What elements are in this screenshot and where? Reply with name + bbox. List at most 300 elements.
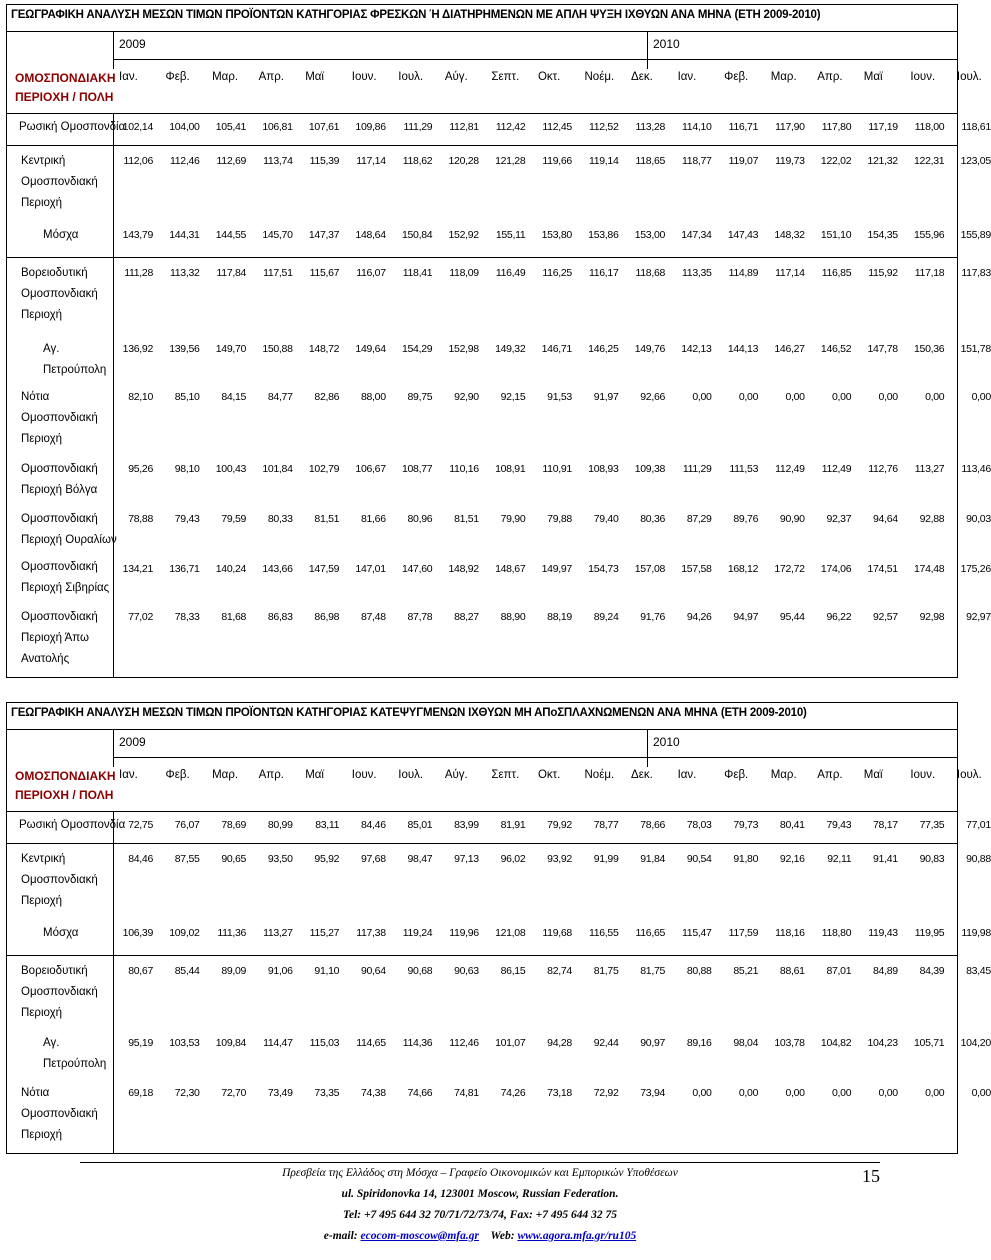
table-cell: 0,00	[692, 391, 712, 403]
table-cell: 148,92	[448, 563, 479, 575]
table-cell: 79,40	[593, 513, 619, 525]
table-cell: 0,00	[971, 1087, 991, 1099]
table-cell: 82,74	[547, 965, 572, 977]
table-cell: 112,49	[821, 463, 852, 475]
table-cell: 101,07	[495, 1037, 526, 1049]
table-cell: 104,82	[820, 1037, 852, 1049]
table-cell: 112,06	[123, 155, 153, 167]
table-cell: 101,84	[262, 463, 293, 475]
table-cell: 84,15	[221, 391, 247, 403]
table-cell: 117,83	[961, 267, 991, 279]
table-cell: 0,00	[925, 391, 945, 403]
month-header: Μαρ.	[770, 71, 797, 83]
table-cell: 149,97	[541, 563, 572, 575]
table-cell: 85,01	[407, 819, 433, 831]
table-cell: 80,99	[267, 819, 293, 831]
table-cell: 116,07	[356, 267, 386, 279]
row-label: Αγ.	[43, 343, 60, 355]
table-cell: 120,28	[448, 155, 479, 167]
table-cell: 119,96	[449, 927, 479, 939]
footer-line-3: Tel: +7 495 644 32 70/71/72/73/74, Fax: +7 495 644 32 75	[343, 1209, 617, 1221]
table-cell: 0,00	[878, 391, 898, 403]
table-cell: 111,28	[124, 267, 153, 279]
table-cell: 91,80	[733, 853, 759, 865]
table-cell: 112,46	[170, 155, 200, 167]
row-label: Ομοσπονδιακή	[21, 513, 98, 525]
table-cell: 118,16	[775, 927, 805, 939]
footer-line-2: ul. Spiridonovka 14, 123001 Moscow, Russian Federation.	[341, 1188, 619, 1200]
month-header: Ιουν.	[351, 71, 377, 83]
table-cell: 115,67	[309, 267, 340, 279]
table-cell: 117,59	[728, 927, 759, 939]
table-cell: 83,11	[315, 819, 340, 831]
table-cell: 85,21	[733, 965, 759, 977]
table-cell: 143,66	[262, 563, 293, 575]
table-cell: 113,27	[263, 927, 293, 939]
table-cell: 91,84	[640, 853, 666, 865]
row-label: Ομοσπονδιακή	[21, 176, 98, 188]
email-label: e-mail:	[323, 1230, 361, 1242]
table-cell: 106,81	[262, 121, 293, 133]
table-cell: 81,68	[221, 611, 247, 623]
table-cell: 147,78	[867, 343, 898, 355]
table-cell: 76,07	[174, 819, 200, 831]
table-cell: 103,78	[774, 1037, 805, 1049]
table-cell: 87,55	[174, 853, 200, 865]
table-cell: 88,27	[454, 611, 479, 623]
table-cell: 87,78	[407, 611, 433, 623]
table-cell: 112,46	[449, 1037, 479, 1049]
table-cell: 112,69	[216, 155, 247, 167]
table-cell: 83,45	[966, 965, 991, 977]
table-cell: 114,10	[682, 121, 712, 133]
table-cell: 90,54	[686, 853, 712, 865]
table-cell: 146,71	[541, 343, 572, 355]
row-label: Περιοχή Βόλγα	[21, 484, 98, 496]
table-cell: 82,10	[128, 391, 153, 403]
table-cell: 104,20	[960, 1037, 991, 1049]
row-label: Περιοχή	[21, 1129, 63, 1141]
table-cell: 90,90	[779, 513, 805, 525]
table-cell: 88,61	[779, 965, 805, 977]
table-cell: 95,19	[128, 1037, 153, 1049]
row-label: Ομοσπονδιακή	[21, 561, 98, 573]
table-cell: 105,71	[914, 1037, 945, 1049]
month-header: Ιουν.	[910, 769, 936, 781]
table-cell: 78,88	[128, 513, 153, 525]
table-cell: 92,66	[640, 391, 666, 403]
table-cell: 0,00	[832, 1087, 852, 1099]
table-cell: 119,95	[914, 927, 945, 939]
table-cell: 85,44	[174, 965, 200, 977]
month-header: Φεβ.	[165, 71, 190, 83]
table-cell: 145,70	[262, 229, 293, 241]
month-header: Μαϊ	[863, 769, 883, 781]
table-cell: 108,77	[401, 463, 433, 475]
table-cell: 122,31	[914, 155, 945, 167]
table-cell: 81,91	[500, 819, 526, 831]
table-cell: 174,48	[914, 563, 945, 575]
table-cell: 81,75	[593, 965, 619, 977]
table-cell: 100,43	[215, 463, 247, 475]
year-2009: 2009	[119, 735, 146, 749]
row-label: Ομοσπονδιακή	[21, 463, 98, 475]
table-cell: 89,75	[407, 391, 433, 403]
table-cell: 94,97	[733, 611, 759, 623]
web-link[interactable]: www.agora.mfa.gr/ru105	[517, 1230, 637, 1242]
table-cell: 90,68	[407, 965, 433, 977]
table-cell: 143,79	[122, 229, 153, 241]
table-cell: 151,78	[960, 343, 991, 355]
table-cell: 0,00	[785, 1087, 805, 1099]
table-cell: 118,77	[682, 155, 712, 167]
table-cell: 134,21	[122, 563, 153, 575]
table-cell: 87,29	[686, 513, 712, 525]
table-cell: 116,55	[588, 927, 619, 939]
table-title: ΓΕΩΓΡΑΦΙΚΗ ΑΝΑΛΥΣΗ ΜΕΣΩΝ ΤΙΜΩΝ ΠΡΟΪΟΝΤΩΝ ΚΑΤΗΓΟΡΙΑΣ ΚΑΤΕΨΥΓΜΕΝΩΝ ΙΧΘΥΩΝ ΜΗ ΑΠοΣΠΛΑΧΝΩΜΕΝΩΝ ΑΝΑ ΜΗΝΑ (ΕΤΗ 2009-2010)	[11, 707, 807, 719]
table-cell: 88,00	[360, 391, 386, 403]
table-cell: 115,39	[309, 155, 340, 167]
table-cell: 111,53	[729, 463, 759, 475]
month-header: Οκτ.	[537, 769, 561, 781]
table-cell: 148,64	[355, 229, 386, 241]
table-cell: 168,12	[727, 563, 759, 575]
table-cell: 78,17	[873, 819, 898, 831]
table-cell: 148,32	[774, 229, 805, 241]
table-cell: 115,92	[868, 267, 898, 279]
row-label: Πετρούπολη	[43, 364, 107, 376]
month-header: Απρ.	[258, 769, 284, 781]
table-cell: 104,00	[169, 121, 200, 133]
table-cell: 118,09	[449, 267, 479, 279]
table-cell: 90,65	[221, 853, 247, 865]
table-cell: 118,65	[635, 155, 666, 167]
page-number: 15	[862, 1166, 880, 1186]
table-cell: 115,03	[309, 1037, 340, 1049]
table-cell: 73,35	[314, 1087, 340, 1099]
table-cell: 109,84	[215, 1037, 247, 1049]
year-divider	[113, 59, 957, 60]
table-cell: 121,32	[867, 155, 898, 167]
month-header: Ιουλ.	[398, 71, 424, 83]
table-cell: 114,36	[402, 1037, 433, 1049]
table-cell: 110,16	[449, 463, 479, 475]
table-cell: 82,86	[314, 391, 340, 403]
table-cell: 77,01	[966, 819, 991, 831]
table-cell: 155,11	[495, 229, 526, 241]
row-label: Περιοχή Ουραλίων	[21, 534, 117, 546]
table-cell: 116,25	[542, 267, 572, 279]
table-cell: 118,68	[635, 267, 666, 279]
table-cell: 0,00	[692, 1087, 712, 1099]
table-cell: 90,97	[640, 1037, 666, 1049]
table-cell: 79,88	[547, 513, 572, 525]
row-label: Περιοχή Σιβηρίας	[21, 582, 110, 594]
table-cell: 79,73	[733, 819, 759, 831]
table-cell: 116,71	[728, 121, 759, 133]
table-cell: 147,37	[308, 229, 340, 241]
table-cell: 119,14	[588, 155, 619, 167]
header-region-1: ΟΜΟΣΠΟΝΔΙΑΚΗ	[15, 71, 116, 85]
table-cell: 117,19	[868, 121, 898, 133]
row-divider	[7, 843, 957, 844]
table-cell: 174,06	[820, 563, 852, 575]
table-cell: 109,86	[355, 121, 386, 133]
header-region-2: ΠΕΡΙΟΧΗ / ΠΟΛΗ	[15, 788, 114, 802]
table-cell: 148,67	[495, 563, 526, 575]
table-cell: 146,27	[774, 343, 805, 355]
table-cell: 117,80	[821, 121, 852, 133]
table-cell: 93,50	[267, 853, 293, 865]
divider-year	[647, 31, 648, 69]
table-cell: 117,14	[775, 267, 805, 279]
table-cell: 97,13	[454, 853, 479, 865]
row-label: Ομοσπονδιακή	[21, 412, 98, 424]
table-cell: 110,91	[542, 463, 572, 475]
table-cell: 106,67	[355, 463, 386, 475]
table-cell: 149,32	[495, 343, 526, 355]
table-cell: 140,24	[215, 563, 247, 575]
table-cell: 154,73	[588, 563, 619, 575]
table-cell: 92,57	[873, 611, 898, 623]
table-cell: 84,46	[360, 819, 386, 831]
table-cell: 104,23	[867, 1037, 898, 1049]
table-cell: 155,89	[960, 229, 991, 241]
table-cell: 74,26	[500, 1087, 526, 1099]
table-cell: 74,66	[407, 1087, 433, 1099]
row-label: Νότια	[21, 391, 50, 403]
month-header: Νοέμ.	[584, 71, 615, 83]
table-cell: 0,00	[738, 391, 759, 403]
table-cell: 117,38	[356, 927, 386, 939]
table-cell: 0,00	[738, 1087, 759, 1099]
month-header: Δεκ.	[631, 769, 653, 781]
table-cell: 112,76	[868, 463, 898, 475]
row-divider	[7, 955, 957, 956]
table-cell: 69,18	[128, 1087, 153, 1099]
table-cell: 92,16	[779, 853, 805, 865]
row-label: Βορειοδυτική	[21, 965, 88, 977]
month-header: Ιουν.	[910, 71, 936, 83]
table-cell: 116,65	[635, 927, 666, 939]
divider-left	[113, 729, 114, 767]
table-cell: 89,09	[221, 965, 247, 977]
email-link[interactable]: ecocom-moscow@mfa.gr	[360, 1230, 479, 1242]
month-header: Δεκ.	[631, 71, 653, 83]
table-cell: 92,98	[919, 611, 945, 623]
table-cell: 95,26	[128, 463, 153, 475]
table-cell: 79,43	[174, 513, 200, 525]
table-cell: 91,97	[593, 391, 619, 403]
table-cell: 95,92	[314, 853, 340, 865]
table-cell: 80,33	[267, 513, 293, 525]
table-cell: 79,92	[547, 819, 572, 831]
table-cell: 72,92	[593, 1087, 619, 1099]
table-cell: 92,97	[966, 611, 991, 623]
table-cell: 150,88	[262, 343, 293, 355]
month-header: Μαρ.	[770, 769, 797, 781]
table-cell: 109,38	[634, 463, 666, 475]
table-cell: 113,74	[263, 155, 293, 167]
table-cell: 117,18	[914, 267, 945, 279]
table-cell: 90,64	[360, 965, 386, 977]
table-cell: 144,31	[169, 229, 200, 241]
table-cell: 90,83	[919, 853, 945, 865]
row-label: Κεντρική	[21, 853, 66, 865]
table-cell: 136,92	[122, 343, 153, 355]
table-cell: 172,72	[774, 563, 805, 575]
table-cell: 147,43	[727, 229, 759, 241]
row-label: Κεντρική	[21, 155, 66, 167]
table-cell: 119,98	[961, 927, 991, 939]
table-cell: 84,77	[267, 391, 293, 403]
table-cell: 72,70	[221, 1087, 247, 1099]
header-divider	[7, 811, 957, 812]
table-cell: 111,29	[403, 121, 433, 133]
table-cell: 78,33	[174, 611, 200, 623]
month-header: Ιαν.	[119, 769, 138, 781]
table-cell: 86,98	[314, 611, 340, 623]
month-header: Φεβ.	[724, 769, 749, 781]
table-cell: 147,01	[355, 563, 386, 575]
table-cell: 81,66	[360, 513, 386, 525]
table-cell: 144,13	[727, 343, 759, 355]
table-cell: 147,59	[308, 563, 340, 575]
table-cell: 89,76	[733, 513, 759, 525]
table-cell: 119,68	[542, 927, 572, 939]
month-header: Αύγ.	[444, 769, 468, 781]
table-title: ΓΕΩΓΡΑΦΙΚΗ ΑΝΑΛΥΣΗ ΜΕΣΩΝ ΤΙΜΩΝ ΠΡΟΪΟΝΤΩΝ ΚΑΤΗΓΟΡΙΑΣ ΦΡΕΣΚΩΝ Ή ΔΙΑΤΗΡΗΜΕΝΩΝ ΜΕ ΑΠΛΗ ΨΥΞΗ ΙΧΘΥΩΝ ΑΝΑ ΜΗΝΑ (ΕΤΗ 2009-2010)	[11, 9, 821, 21]
table-cell: 151,10	[820, 229, 852, 241]
table-cell: 146,52	[820, 343, 852, 355]
row-label: Ανατολής	[21, 653, 70, 665]
divider-year	[647, 729, 648, 767]
table-cell: 111,36	[217, 927, 247, 939]
table-cell: 98,04	[733, 1037, 759, 1049]
table-cell: 157,08	[634, 563, 666, 575]
table-cell: 106,39	[122, 927, 153, 939]
table-cell: 148,72	[308, 343, 340, 355]
table-cell: 84,46	[128, 853, 153, 865]
divider-left	[113, 31, 114, 69]
table-cell: 74,81	[454, 1087, 479, 1099]
table-cell: 139,56	[169, 343, 200, 355]
table-cell: 89,24	[593, 611, 619, 623]
month-header: Σεπτ.	[491, 769, 520, 781]
table-cell: 116,85	[821, 267, 852, 279]
table-cell: 117,14	[356, 155, 386, 167]
footer-line-1: Πρεσβεία της Ελλάδος στη Μόσχα – Γραφείο Οικονομικών και Εμπορικών Υποθέσεων	[282, 1167, 678, 1179]
table-cell: 80,96	[407, 513, 433, 525]
table-cell: 96,02	[500, 853, 526, 865]
table-cell: 94,28	[547, 1037, 572, 1049]
table-cell: 153,80	[541, 229, 572, 241]
table-cell: 80,41	[779, 819, 805, 831]
table-frozen-fish	[6, 702, 991, 1154]
header-region-1: ΟΜΟΣΠΟΝΔΙΑΚΗ	[15, 769, 116, 783]
table-cell: 91,99	[593, 853, 619, 865]
table-cell: 78,66	[640, 819, 666, 831]
table-cell: 117,84	[216, 267, 247, 279]
table-cell: 95,44	[779, 611, 805, 623]
month-header: Μαρ.	[212, 71, 239, 83]
table-cell: 92,88	[919, 513, 945, 525]
table-cell: 74,38	[360, 1087, 386, 1099]
month-header: Ιουν.	[351, 769, 377, 781]
month-header: Μαρ.	[212, 769, 239, 781]
table-cell: 80,36	[640, 513, 666, 525]
header-region-2: ΠΕΡΙΟΧΗ / ΠΟΛΗ	[15, 90, 114, 104]
table-cell: 0,00	[971, 391, 991, 403]
table-cell: 118,00	[914, 121, 945, 133]
table-cell: 103,53	[169, 1037, 200, 1049]
table-cell: 113,27	[914, 463, 945, 475]
table-cell: 119,66	[542, 155, 572, 167]
table-cell: 90,03	[966, 513, 991, 525]
table-cell: 112,42	[495, 121, 526, 133]
table-cell: 149,70	[215, 343, 247, 355]
table-cell: 112,52	[588, 121, 619, 133]
label-column-divider	[113, 811, 114, 1153]
title-divider	[7, 729, 957, 730]
month-header: Νοέμ.	[584, 769, 615, 781]
month-header: Ιαν.	[119, 71, 138, 83]
web-label: Web:	[490, 1230, 518, 1242]
table-cell: 111,29	[682, 463, 712, 475]
month-header: Φεβ.	[724, 71, 749, 83]
table-cell: 114,47	[263, 1037, 293, 1049]
table-cell: 102,14	[122, 121, 153, 133]
table-cell: 108,93	[588, 463, 619, 475]
table-cell: 88,90	[500, 611, 526, 623]
table-cell: 78,69	[221, 819, 247, 831]
row-label: Περιοχή	[21, 433, 63, 445]
table-cell: 81,51	[454, 513, 479, 525]
table-cell: 123,05	[960, 155, 991, 167]
table-cell: 118,62	[402, 155, 433, 167]
row-label: Αγ.	[43, 1037, 60, 1049]
header-divider	[7, 113, 957, 114]
table-cell: 91,53	[547, 391, 572, 403]
row-label: Περιοχή	[21, 309, 63, 321]
table-cell: 119,43	[868, 927, 898, 939]
table-cell: 113,46	[961, 463, 991, 475]
table-cell: 84,89	[873, 965, 898, 977]
row-label: Ομοσπονδιακή	[21, 288, 98, 300]
table-cell: 92,90	[454, 391, 479, 403]
table-cell: 122,02	[820, 155, 852, 167]
table-cell: 118,80	[821, 927, 852, 939]
year-2009: 2009	[119, 37, 146, 51]
month-header: Απρ.	[258, 71, 284, 83]
table-cell: 112,81	[449, 121, 479, 133]
table-cell: 96,22	[826, 611, 852, 623]
table-cell: 147,34	[681, 229, 712, 241]
row-label: Ρωσική Ομοσπονδία	[19, 121, 126, 133]
table-cell: 97,68	[360, 853, 386, 865]
table-cell: 108,91	[495, 463, 526, 475]
table-cell: 94,26	[686, 611, 712, 623]
table-cell: 112,49	[775, 463, 805, 475]
table-cell: 78,77	[593, 819, 619, 831]
table-cell: 92,15	[500, 391, 526, 403]
table-cell: 91,41	[873, 853, 898, 865]
table-cell: 175,26	[960, 563, 991, 575]
table-cell: 87,48	[360, 611, 386, 623]
table-cell: 85,10	[174, 391, 200, 403]
table-cell: 83,99	[454, 819, 479, 831]
table-cell: 88,19	[547, 611, 572, 623]
